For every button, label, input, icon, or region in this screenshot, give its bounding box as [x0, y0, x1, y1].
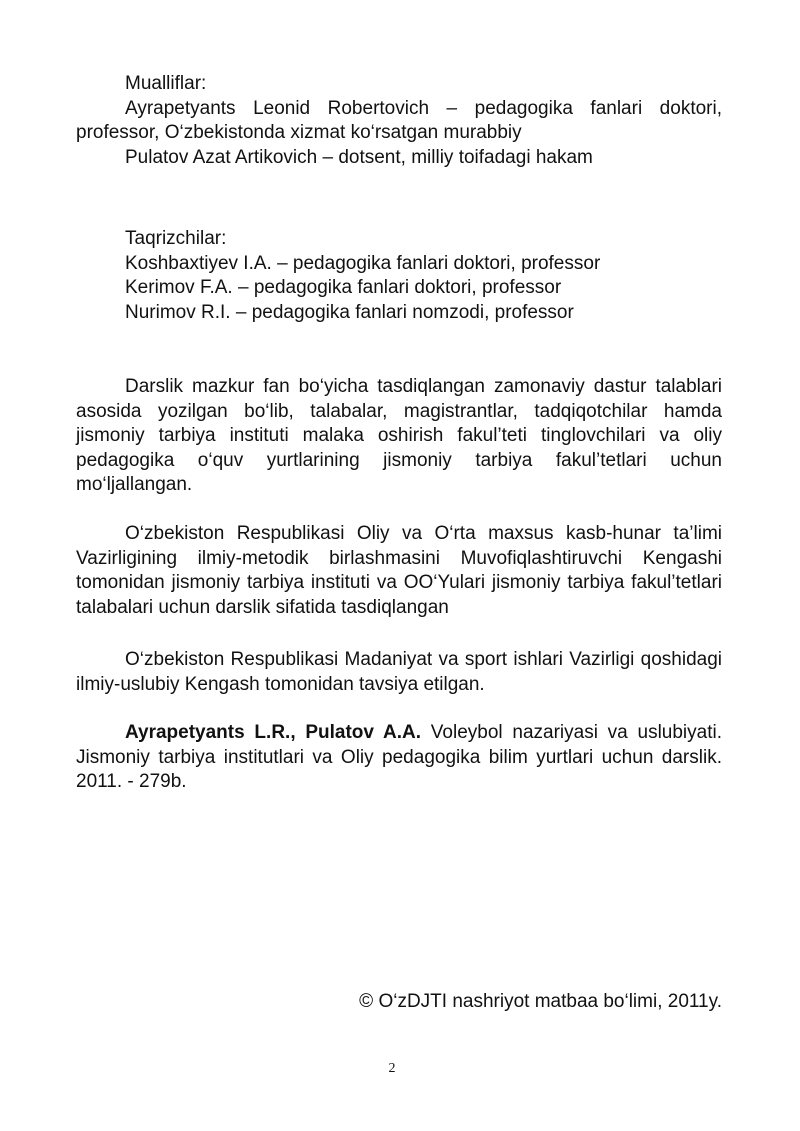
- copyright-line: © O‘zDJTI nashriyot matbaa bo‘limi, 2011y.: [359, 991, 722, 1012]
- citation-text: [76, 721, 722, 795]
- author2: Pulatov Azat Artikovich – dotsent, milliy toifadagi hakam: [125, 146, 593, 168]
- page-number: 2: [388, 1061, 396, 1076]
- reviewers-heading: Taqrizchilar:: [125, 228, 227, 249]
- paragraph-text: O‘zbekiston Respublikasi Oliy va O‘rta maxsus kasb-hunar ta’limi Vazirligining ilmiy-metodik birlashmasini Muvofiqlashtiruvchi Kengashi tomonidan jismoniy tarbiya instituti va OO‘Yulari jismoniy tarbiya fakul’tetlari talabalari uchun darslik sifatida tasdiqlangan: [76, 523, 722, 618]
- reviewer-item: Koshbaxtiyev I.A. – pedagogika fanlari doktori, professor: [125, 252, 601, 274]
- recommendation-paragraph: [76, 648, 722, 697]
- paragraph-text: Darslik mazkur fan bo‘yicha tasdiqlangan zamonaviy dastur talablari asosida yozilgan bo‘lib, talabalar, magistrantlar, tadqiqotchilar hamda jismoniy tarbiya instituti malaka oshirish fakul’teti tinglovchilari va oliy pedagogika o‘quv yurtlarining jismoniy tarbiya fakul’tetlari uchun mo‘ljallangan.: [76, 376, 722, 495]
- authors-section: [76, 72, 722, 170]
- authors-heading: Mualliflar:: [125, 73, 207, 94]
- author1-line2: professor, O‘zbekistonda xizmat ko‘rsatgan murabbiy: [76, 122, 522, 143]
- reviewer-item: Nurimov R.I. – pedagogika fanlari nomzodi, professor: [125, 301, 574, 323]
- reviewers-section: [76, 227, 722, 325]
- author1-line1: Ayrapetyants Leonid Robertovich – pedagogika fanlari doktori,: [125, 97, 722, 119]
- paragraph-text: O‘zbekiston Respublikasi Madaniyat va sport ishlari Vazirligi qoshidagi ilmiy-uslubiy Kengash tomonidan tavsiya etilgan.: [76, 649, 722, 695]
- citation-paragraph: [76, 721, 722, 795]
- citation-details: Voleybol nazariyasi va uslubiyati. Jismoniy tarbiya institutlari va Oliy pedagogika bilim yurtlari uchun darslik. 2011. - 279b.: [76, 722, 722, 792]
- approval-paragraph: [76, 522, 722, 620]
- reviewer-item: Kerimov F.A. – pedagogika fanlari doktori, professor: [125, 277, 562, 298]
- description-paragraph: [76, 375, 722, 498]
- citation-authors: Ayrapetyants L.R., Pulatov A.A.: [125, 722, 422, 743]
